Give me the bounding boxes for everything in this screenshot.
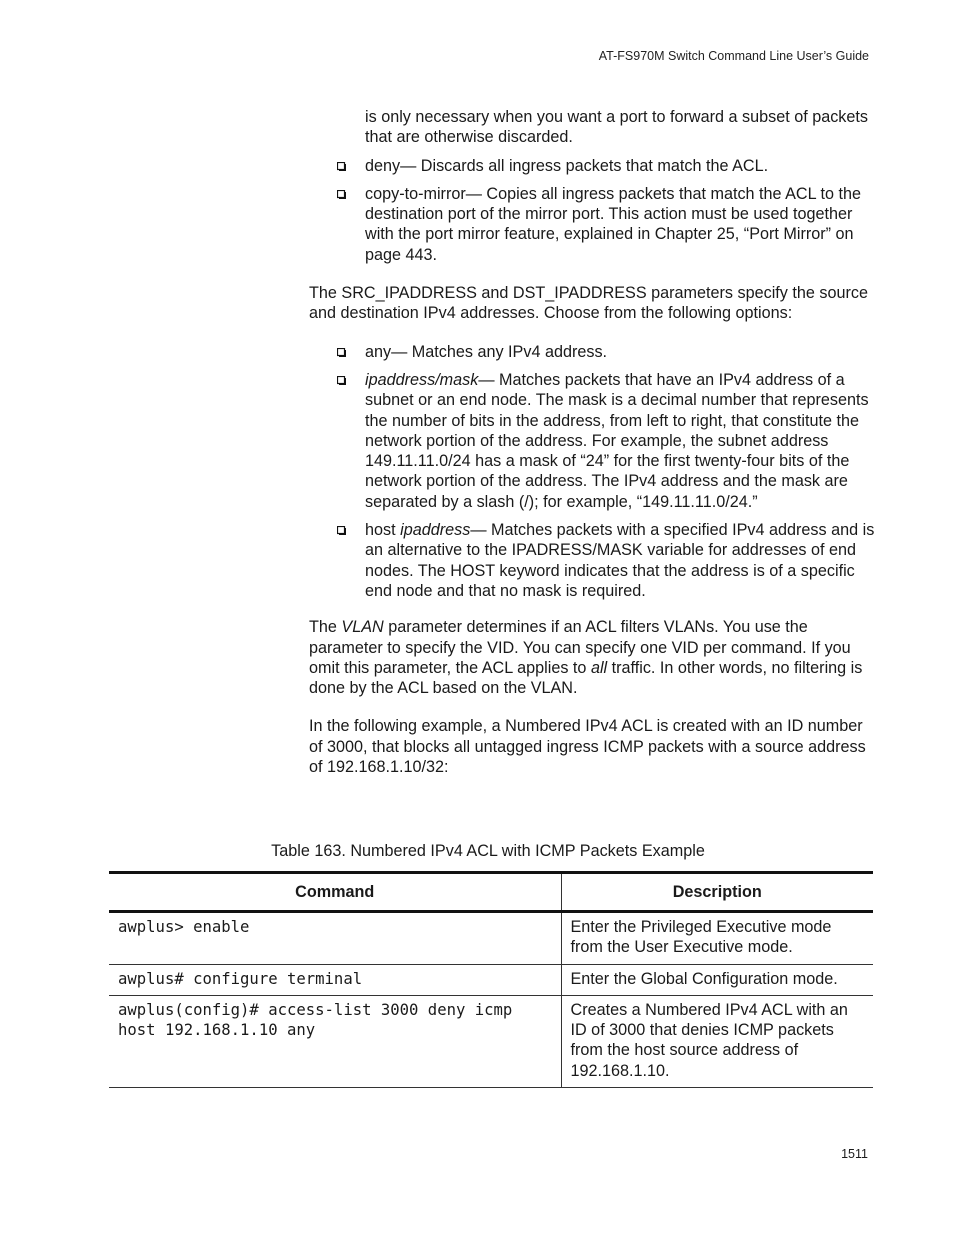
action-list	[309, 156, 875, 265]
column-header-command: Command	[109, 873, 561, 912]
action-deny: deny— Discards all ingress packets that match the ACL.	[365, 156, 769, 175]
continued-paragraph: is only necessary when you want a port to forward a subset of packets that are otherwise discarded.	[365, 108, 868, 147]
table-row	[109, 995, 873, 1087]
option-ipaddress-mask	[365, 370, 875, 512]
option-host	[365, 520, 875, 601]
list-item	[365, 342, 875, 362]
checkbox-bullet-icon	[337, 190, 346, 199]
command-table	[109, 871, 873, 1088]
checkbox-bullet-icon	[337, 526, 346, 535]
option-keyword: host	[365, 521, 401, 540]
list-item	[365, 156, 875, 176]
command-cell: awplus> enable	[109, 912, 561, 965]
text-run: traffic. In other words, no filtering is done by the ACL based on the VLAN.	[309, 658, 863, 698]
option-term: ipaddress	[400, 521, 471, 540]
table-header-row	[109, 873, 873, 912]
example-paragraph: In the following example, a Numbered IPv4 ACL is created with an ID number of 3000, that blocks all untagged ingress ICMP packets with a source address of 192.168.1.10/32:	[309, 717, 866, 777]
text-run: parameter determines if an ACL filters VLANs. You use the parameter to specify the VID. You can specify one VID per command. If you omit this parameter, the ACL applies to	[309, 618, 851, 677]
all-term: all	[590, 658, 608, 677]
body-content	[309, 107, 875, 777]
table-caption: Table 163. Numbered IPv4 ACL with ICMP Packets Example	[271, 842, 705, 860]
option-any: any— Matches any IPv4 address.	[365, 342, 608, 361]
page-number: 1511	[841, 1147, 868, 1161]
address-options-list	[309, 342, 875, 602]
option-term: ipaddress/mask	[365, 370, 479, 389]
checkbox-bullet-icon	[337, 348, 346, 357]
command-cell: awplus# configure terminal	[109, 964, 561, 995]
checkbox-bullet-icon	[337, 162, 346, 171]
text-run: The	[309, 618, 342, 637]
option-text: — Matches packets that have an IPv4 address of a subnet or an end node. The mask is a decimal number that represents the number of bits in the address, from left to right, that constitute the network portion of the address. For example, the subnet address 149.11.11.0/24 has a mask of “24” for the first twenty-four bits of the network portion of the address. The IPv4 address and the mask are separated by a slash (/); for example, “149.11.11.0/24.”	[365, 370, 869, 511]
table-row	[109, 912, 873, 965]
checkbox-bullet-icon	[337, 376, 346, 385]
table-row	[109, 964, 873, 995]
list-item	[365, 184, 875, 265]
command-cell: awplus(config)# access-list 3000 deny icmp host 192.168.1.10 any	[109, 995, 561, 1087]
option-text: — Matches packets with a specified IPv4 address and is an alternative to the IPADRESS/MASK variable for addresses of end nodes. The HOST keyword indicates that the address is of a specific end node and that no mask is required.	[365, 521, 875, 600]
vlan-paragraph	[309, 617, 875, 698]
src-dst-paragraph: The SRC_IPADDRESS and DST_IPADDRESS parameters specify the source and destination IPv4 addresses. Choose from the following options:	[309, 284, 868, 323]
vlan-term: VLAN	[341, 618, 384, 637]
description-cell: Enter the Privileged Executive mode from the User Executive mode.	[561, 912, 873, 965]
list-item	[365, 520, 875, 601]
column-header-description: Description	[561, 873, 873, 912]
page-header: AT-FS970M Switch Command Line User’s Guide	[598, 49, 869, 63]
description-cell: Enter the Global Configuration mode.	[561, 964, 873, 995]
action-copy-to-mirror: copy-to-mirror— Copies all ingress packets that match the ACL to the destination port of the mirror port. This action must be used together with the port mirror feature, explained in Chapter 25, “Port Mirror” on page 443.	[365, 184, 862, 264]
description-cell: Creates a Numbered IPv4 ACL with an ID of 3000 that denies ICMP packets from the host source address of 192.168.1.10.	[561, 995, 873, 1087]
list-item	[365, 370, 875, 512]
